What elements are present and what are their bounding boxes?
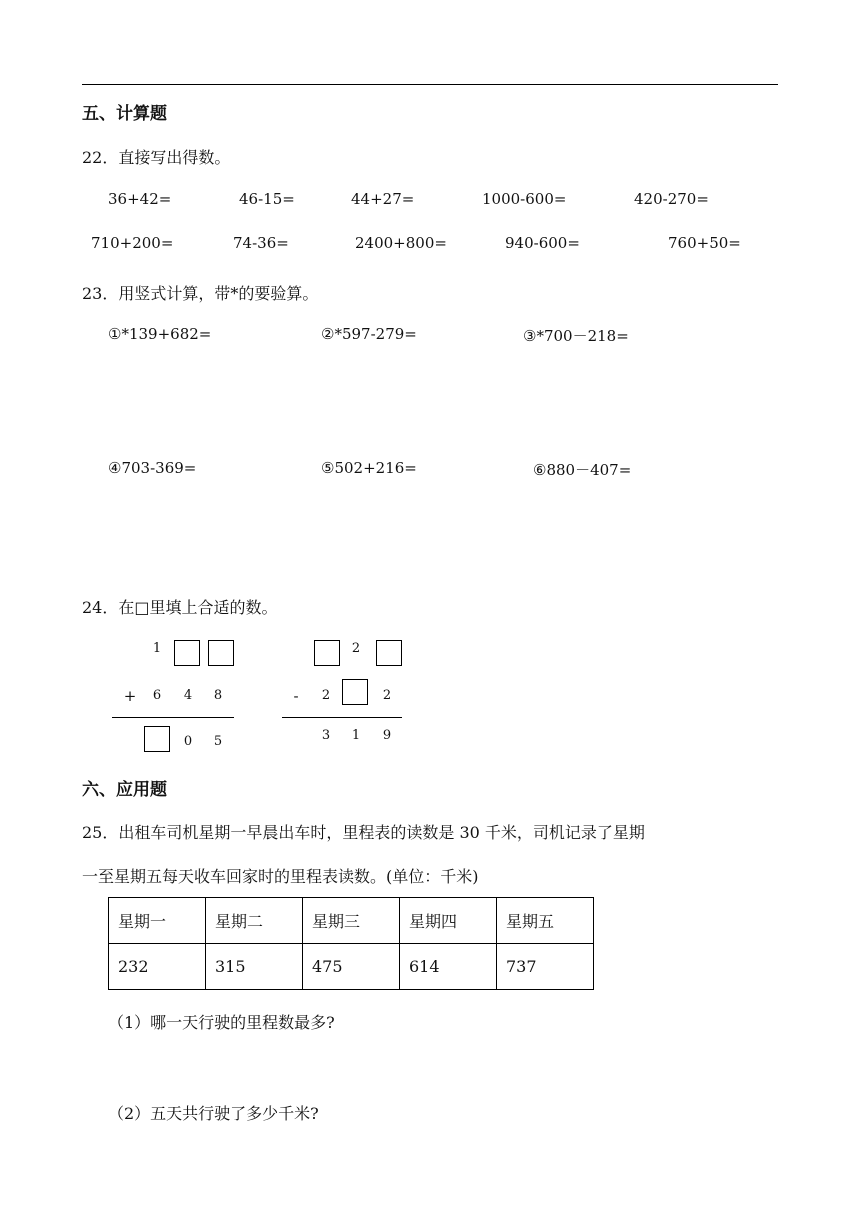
table-header-row [109,898,594,944]
table-cell: 星期四 [400,898,497,944]
digit: 6 [152,688,162,703]
blank-box[interactable] [314,640,340,666]
question-25-text: 25．出租车司机星期一早晨出车时，里程表的读数是 30 千米，司机记录了星期 [82,823,645,842]
digit: 1 [351,728,361,743]
section-6-title: 六、应用题 [82,780,167,800]
digit: 8 [213,688,223,703]
q22-expr: 940-600= [505,234,580,252]
q23-expr: ④703-369= [108,459,197,477]
q22-expr: 710+200= [91,234,174,252]
sub-question-2: （2）五天共行驶了多少千米? [108,1104,319,1123]
q23-expr: ⑥880－407= [533,461,632,479]
question-22-title: 22．直接写出得数。 [82,148,231,167]
top-rule [82,84,778,85]
odometer-table [108,897,594,990]
digit: 2 [321,688,331,703]
section-5-title: 五、计算题 [82,104,167,124]
table-cell: 475 [303,944,400,990]
digit: 9 [382,728,392,743]
q22-expr: 1000-600= [482,190,567,208]
digit: 3 [321,728,331,743]
table-cell: 232 [109,944,206,990]
digit: 5 [213,734,223,749]
q22-expr: 36+42= [108,190,172,208]
table-cell: 星期五 [497,898,594,944]
table-cell: 737 [497,944,594,990]
blank-box[interactable] [342,679,368,705]
plus-sign: + [123,687,137,705]
blank-box[interactable] [376,640,402,666]
question-23-title: 23．用竖式计算，带*的要验算。 [82,284,319,303]
q22-expr: 760+50= [668,234,741,252]
q22-expr: 420-270= [634,190,709,208]
digit: 1 [152,641,162,656]
digit: 2 [351,641,361,656]
q22-expr: 46-15= [239,190,295,208]
q22-expr: 74-36= [233,234,289,252]
digit: 0 [183,734,193,749]
sub-question-1: （1）哪一天行驶的里程数最多? [108,1013,335,1032]
question-24-title: 24．在□里填上合适的数。 [82,598,278,617]
q22-expr: 44+27= [351,190,415,208]
table-cell: 星期一 [109,898,206,944]
q23-expr: ③*700－218= [523,327,629,345]
digit: 2 [382,688,392,703]
table-cell: 星期二 [206,898,303,944]
blank-box[interactable] [208,640,234,666]
q23-expr: ②*597-279= [321,325,417,343]
blank-box[interactable] [144,726,170,752]
q23-expr: ⑤502+216= [321,459,417,477]
table-cell: 614 [400,944,497,990]
table-cell: 315 [206,944,303,990]
minus-sign: - [293,687,299,705]
sum-line [112,717,234,718]
blank-box[interactable] [174,640,200,666]
table-row [109,944,594,990]
digit: 4 [183,688,193,703]
q23-expr: ①*139+682= [108,325,212,343]
q22-expr: 2400+800= [355,234,447,252]
difference-line [282,717,402,718]
question-25-text: 一至星期五每天收车回家时的里程表读数。(单位：千米) [82,867,479,886]
table-cell: 星期三 [303,898,400,944]
